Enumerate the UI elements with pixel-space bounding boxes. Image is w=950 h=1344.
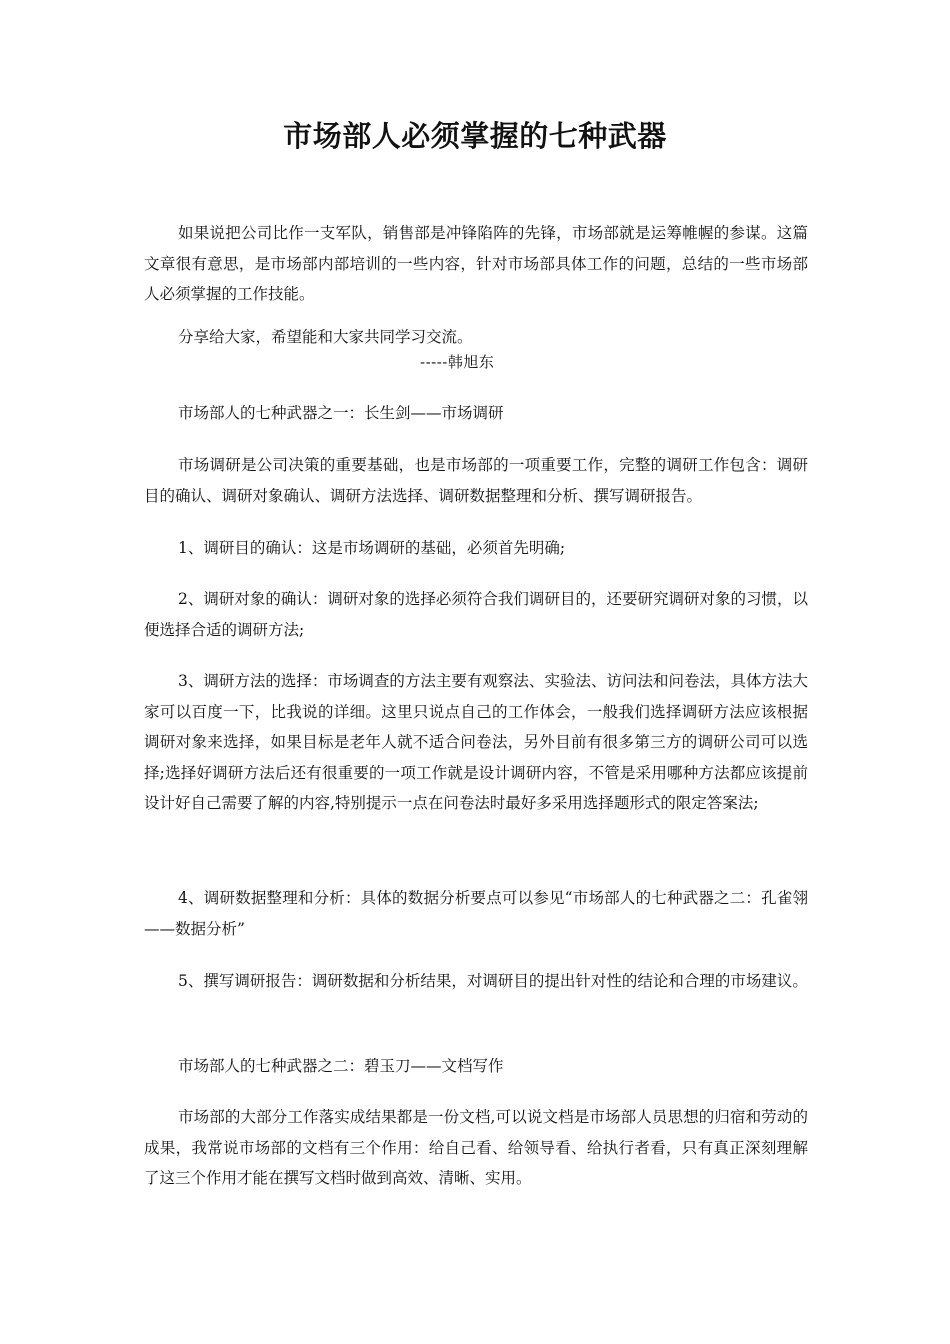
list-item: 4、调研数据整理和分析：具体的数据分析要点可以参见“市场部人的七种武器之二：孔雀翎——数据分析”: [144, 889, 808, 938]
list-item: 2、调研对象的确认：调研对象的选择必须符合我们调研目的，还要研究调研对象的习惯，以便选择合适的调研方法;: [144, 590, 808, 639]
intro-share-paragraph: 分享给大家，希望能和大家共同学习交流。: [178, 328, 473, 346]
list-item: 1、调研目的确认：这是市场调研的基础，必须首先明确;: [178, 539, 566, 557]
intro-paragraph: 如果说把公司比作一支军队，销售部是冲锋陷阵的先锋，市场部就是运筹帷幄的参谋。这篇文章很有意思，是市场部内部培训的一些内容，针对市场部具体工作的问题，总结的一些市场部人必须掌握的工作技能。: [144, 224, 808, 303]
page-title: 市场部人必须掌握的七种武器: [283, 119, 667, 153]
section-heading: 市场部人的七种武器之一：长生剑——市场调研: [178, 404, 504, 422]
author-signature: -----韩旭东: [420, 353, 495, 371]
body-paragraph: 市场调研是公司决策的重要基础，也是市场部的一项重要工作，完整的调研工作包含：调研目的确认、调研对象确认、调研方法选择、调研数据整理和分析、撰写调研报告。: [144, 456, 808, 505]
list-item: 3、调研方法的选择：市场调查的方法主要有观察法、实验法、访问法和问卷法，具体方法大家可以百度一下，比我说的详细。这里只说点自己的工作体会，一般我们选择调研方法应该根据调研对象来选择，如果目标是老年人就不适合问卷法，另外目前有很多第三方的调研公司可以选择;选择好调研方法后还有很重要的一项工作就是设计调研内容，不管是采用哪种方法都应该提前设计好自己需要了解的内容,特别提示一点在问卷法时最好多采用选择题形式的限定答案法;: [144, 672, 808, 812]
body-paragraph: 市场部的大部分工作落实成结果都是一份文档,可以说文档是市场部人员思想的归宿和劳动的成果，我常说市场部的文档有三个作用：给自己看、给领导看、给执行者看，只有真正深刻理解了这三个作用才能在撰写文档时做到高效、清晰、实用。: [144, 1108, 808, 1187]
section-heading: 市场部人的七种武器之二：碧玉刀——文档写作: [178, 1057, 504, 1075]
list-item: 5、撰写调研报告：调研数据和分析结果，对调研目的提出针对性的结论和合理的市场建议。: [178, 972, 808, 990]
